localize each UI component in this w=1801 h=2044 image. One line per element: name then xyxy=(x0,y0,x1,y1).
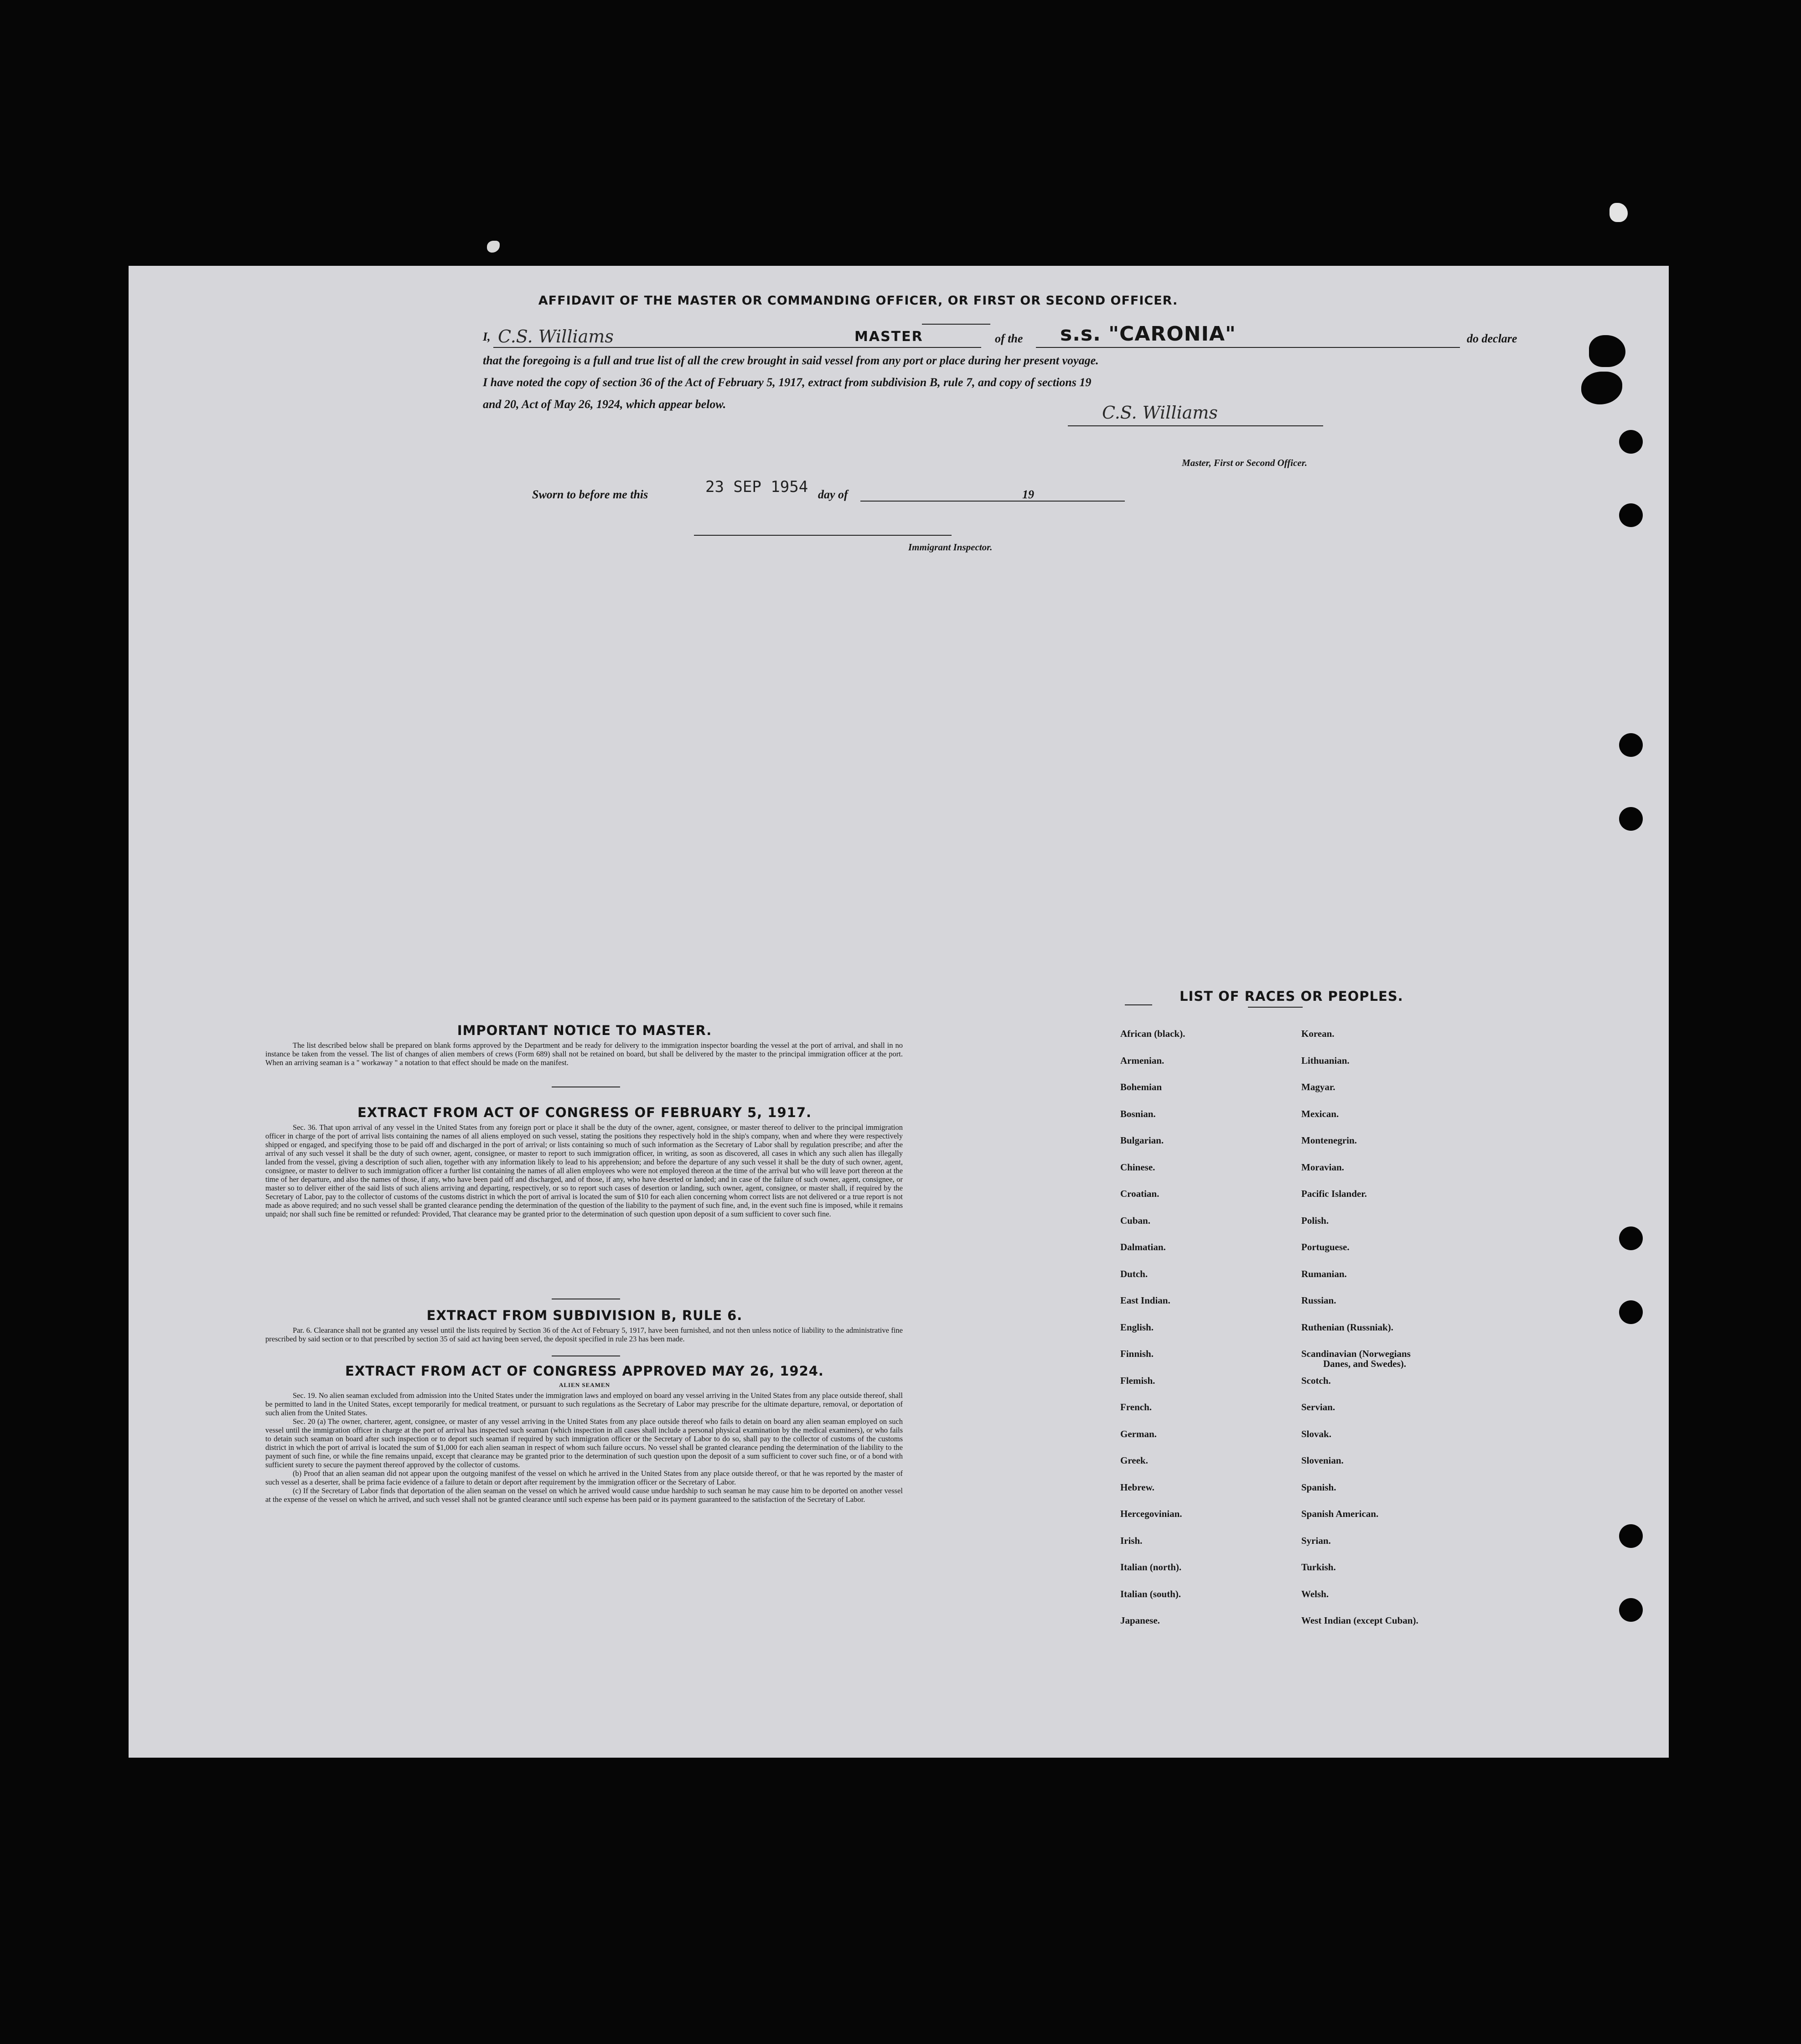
vessel-name: s.s. "CARONIA" xyxy=(1060,322,1236,346)
race-item: Portuguese. xyxy=(1301,1242,1350,1252)
race-item: Ruthenian (Russniak). xyxy=(1301,1321,1393,1333)
paper-fragment xyxy=(1610,203,1628,222)
inspector-caption: Immigrant Inspector. xyxy=(908,542,993,553)
race-item: Danes, and Swedes). xyxy=(1323,1358,1407,1369)
race-item: Hebrew. xyxy=(1120,1481,1154,1493)
divider xyxy=(922,324,990,325)
torn-edge xyxy=(1589,335,1625,367)
race-item: Finnish. xyxy=(1120,1348,1154,1359)
race-item: Croatian. xyxy=(1120,1188,1159,1199)
notice-title: IMPORTANT NOTICE TO MASTER. xyxy=(457,1023,712,1038)
affidavit-prefix: I, xyxy=(483,330,491,343)
punch-hole xyxy=(1619,807,1643,831)
race-item: French. xyxy=(1120,1402,1152,1413)
affidavit-title: AFFIDAVIT OF THE MASTER OR COMMANDING OFFICER, OR FIRST OR SECOND OFFICER. xyxy=(538,294,1178,308)
signer-name-handwritten: C.S. Williams xyxy=(498,326,614,347)
sec-20c: (c) If the Secretary of Labor finds that deportation of the alien seaman on the vessel on which he arrived would cause undue hardship to such seaman he may cause him to be deported on another vessel at the expense of the vessel on which he arrived, and such vessel shall not be granted clearance until such expense has been paid or its payment guaranteed to the satisfaction of the Secretary of Labor. xyxy=(265,1486,903,1504)
subdivision-b-body: Par. 6. Clearance shall not be granted any vessel until the lists required by Section 36 of the Act of February 5, 1917, have been furnished, and not then unless notice of liability to the administrative fine prescribed by said section or to that prescribed by section 35 of said act having been served, the deposit specified in rule 23 has been made. xyxy=(265,1326,903,1343)
date-stamp: 23 SEP 1954 xyxy=(705,478,808,496)
punch-hole xyxy=(1619,1524,1643,1548)
race-item: Japanese. xyxy=(1120,1615,1160,1626)
race-item: Rumanian. xyxy=(1301,1268,1347,1279)
sec-20b: (b) Proof that an alien seaman did not appear upon the outgoing manifest of the vessel on which he arrived in the United States from any place outside thereof, or that he was reported by the master of such vessel as a deserter, shall be prima facie evidence of a failure to detain or deport after requirement by the immigration officer or the Secretary of Labor. xyxy=(265,1469,903,1486)
vessel-line xyxy=(1036,347,1460,348)
extract-1924-subtitle: ALIEN SEAMEN xyxy=(559,1382,611,1388)
race-item: Slovak. xyxy=(1301,1428,1331,1439)
race-item: Bosnian. xyxy=(1120,1108,1156,1119)
punch-hole xyxy=(1619,430,1643,454)
race-item: Lithuanian. xyxy=(1301,1055,1350,1066)
race-item: Polish. xyxy=(1301,1215,1329,1226)
race-item: Moravian. xyxy=(1301,1161,1344,1173)
document-page xyxy=(129,266,1669,1758)
sec-20a: Sec. 20 (a) The owner, charterer, agent, consignee, or master of any vessel arriving in the United States from any place outside thereof who fails to detain on board any alien seaman employed on such vessel until the immigration officer in charge at the port of arrival has inspected such seaman (which inspection in all cases shall include a personal physical examination by the medical examiners), or who fails to detain such seaman on board after such inspection or to deport such seaman if required by such immigration officer or the Secretary of Labor to do so, shall pay to the collector of customs of the customs district in which the port of arrival is located the sum of $1,000 for each alien seaman in respect of whom such failure occurs. No vessel shall be granted clearance pending the determination of the liability to the payment of such fine, or while the fine remains unpaid, except that clearance may be granted prior to the determination of such question upon the deposit of a sum sufficient to cover such fine, or of a bond with sufficient surety to secure the payment thereof approved by the collector of customs. xyxy=(265,1417,903,1469)
race-item: Spanish American. xyxy=(1301,1508,1379,1519)
race-item: East Indian. xyxy=(1120,1295,1170,1306)
race-item: Syrian. xyxy=(1301,1535,1331,1546)
race-item: Flemish. xyxy=(1120,1375,1155,1386)
sworn-label: Sworn to before me this xyxy=(532,488,648,501)
race-item: Chinese. xyxy=(1120,1161,1155,1173)
master-signature: C.S. Williams xyxy=(1102,403,1218,423)
race-item: Bohemian xyxy=(1120,1082,1162,1092)
day-of-label: day of xyxy=(818,488,848,501)
race-item: Bulgarian. xyxy=(1120,1135,1164,1146)
rank-typed: MASTER xyxy=(854,329,923,345)
race-item: West Indian (except Cuban). xyxy=(1301,1615,1418,1626)
punch-hole xyxy=(1619,503,1643,527)
punch-hole xyxy=(1619,1598,1643,1622)
race-item: Cuban. xyxy=(1120,1215,1150,1226)
of-the-label: of the xyxy=(995,332,1023,345)
divider xyxy=(1248,1007,1303,1008)
race-item: Korean. xyxy=(1301,1028,1335,1039)
signature-line xyxy=(1068,425,1323,426)
divider xyxy=(1125,1004,1152,1005)
month-line xyxy=(860,501,1125,502)
race-item: Armenian. xyxy=(1120,1055,1164,1066)
year-prefix: 19 xyxy=(1022,488,1034,501)
extract-1924-title: EXTRACT FROM ACT OF CONGRESS APPROVED MAY 26, 1924. xyxy=(345,1363,824,1379)
race-item: German. xyxy=(1120,1428,1157,1439)
race-item: Hercegovinian. xyxy=(1120,1508,1182,1519)
race-item: Irish. xyxy=(1120,1535,1143,1546)
race-item: Spanish. xyxy=(1301,1481,1336,1493)
sec-19: Sec. 19. No alien seaman excluded from admission into the United States under the immigration laws and employed on board any vessel arriving in the United States from any place outside thereof, shall be permitted to land in the United States, except temporarily for medical treatment, or pursuant to such regulations as the Secretary of Labor may prescribe for the ultimate departure, removal, or deportation of such alien from the United States. xyxy=(265,1391,903,1417)
name-line xyxy=(493,347,981,348)
race-item: Scandinavian (Norwegians xyxy=(1301,1348,1411,1359)
affidavit-statement-2: that the foregoing is a full and true list of all the crew brought in said vessel from any port or place during her present voyage. xyxy=(483,354,1099,367)
race-item: Russian. xyxy=(1301,1295,1336,1306)
do-declare-label: do declare xyxy=(1467,332,1517,345)
race-item: African (black). xyxy=(1120,1028,1185,1039)
race-item: Turkish. xyxy=(1301,1562,1336,1573)
affidavit-statement-3: I have noted the copy of section 36 of the Act of February 5, 1917, extract from subdivision B, rule 7, and copy of sections 19 xyxy=(483,376,1092,389)
extract-1917-title: EXTRACT FROM ACT OF CONGRESS OF FEBRUARY 5, 1917. xyxy=(357,1105,812,1120)
inspector-line xyxy=(694,535,952,536)
race-item: Slovenian. xyxy=(1301,1455,1344,1466)
punch-hole xyxy=(1619,1226,1643,1250)
extract-1917-body: Sec. 36. That upon arrival of any vessel in the United States from any foreign port or place it shall be the duty of the owner, agent, consignee, or master thereof to deliver to the principal immigration officer in charge of the port of arrival lists containing the names of all aliens employed on such vessel, stating the positions they respectively hold in the ship's company, when and where they were respectively shipped or engaged, and specifying those to be paid off and discharged in the port of arrival; or lists containing so much of such information as the Secretary of Labor shall by regulation prescribe; and after the arrival of any such vessel it shall be the duty of such owner, agent, consignee, or master to report to such immigration officer, in writing, as soon as discovered, all cases in which any such alien has illegally landed from the vessel, giving a description of such alien, together with any information likely to lead to his apprehension; and before the departure of any such vessel it shall be the duty of such owner, agent, consignee, or master to deliver to such immigration officer a further list containing the names of all alien employees who were not employed thereon at the time of the arrival but who will leave port thereon at the time of her departure, and also the names of those, if any, who have been paid off and discharged, and of those, if any, who have deserted or landed; and in case of the failure of such owner, agent, consignee, or master so to deliver either of the said lists of such aliens arriving and departing, respectively, or so to report such cases of desertion or landing, such owner, agent, consignee, or master shall, if required by the Secretary of Labor, pay to the collector of customs of the customs district in which the port of arrival is located the sum of $10 for each alien concerning whom correct lists are not delivered or a true report is not made as above required; and no such vessel shall be granted clearance pending the determination of the question of the liability to the payment of such fine, and, in the event such fine is imposed, while it remains unpaid; nor shall such fine be remitted or refunded: Provided, That clearance may be granted prior to the determination of such question upon deposit of a sum sufficient to cover such fine. xyxy=(265,1123,903,1218)
races-title: LIST OF RACES OR PEOPLES. xyxy=(1180,988,1403,1004)
race-item: Italian (south). xyxy=(1120,1588,1181,1599)
race-item: Welsh. xyxy=(1301,1588,1329,1599)
race-item: Italian (north). xyxy=(1120,1562,1182,1573)
race-item: Dutch. xyxy=(1120,1268,1148,1279)
race-item: Dalmatian. xyxy=(1120,1242,1166,1252)
race-item: Mexican. xyxy=(1301,1108,1339,1119)
extract-1924-body xyxy=(265,1391,903,1504)
signature-caption: Master, First or Second Officer. xyxy=(1182,457,1307,468)
race-item: Servian. xyxy=(1301,1402,1335,1413)
race-item: Magyar. xyxy=(1301,1082,1335,1092)
punch-hole xyxy=(1619,733,1643,757)
affidavit-statement-4: and 20, Act of May 26, 1924, which appear below. xyxy=(483,398,726,411)
punch-hole xyxy=(1619,1300,1643,1324)
race-item: English. xyxy=(1120,1321,1154,1333)
race-item: Scotch. xyxy=(1301,1375,1331,1386)
paper-fragment xyxy=(487,241,500,253)
race-item: Greek. xyxy=(1120,1455,1148,1466)
subdivision-b-title: EXTRACT FROM SUBDIVISION B, RULE 6. xyxy=(426,1308,743,1323)
race-item: Pacific Islander. xyxy=(1301,1188,1367,1199)
race-item: Montenegrin. xyxy=(1301,1135,1357,1146)
notice-body: The list described below shall be prepared on blank forms approved by the Department and be ready for delivery to the immigration inspector boarding the vessel at the port of arrival, and shall in no instance be taken from the vessel. The list of changes of alien members of crews (Form 689) shall not be retained on board, but shall be delivered by the master to the principal immigration officer at the port. When an arriving seaman is a " workaway " a notation to that effect should be made on the manifest. xyxy=(265,1041,903,1067)
